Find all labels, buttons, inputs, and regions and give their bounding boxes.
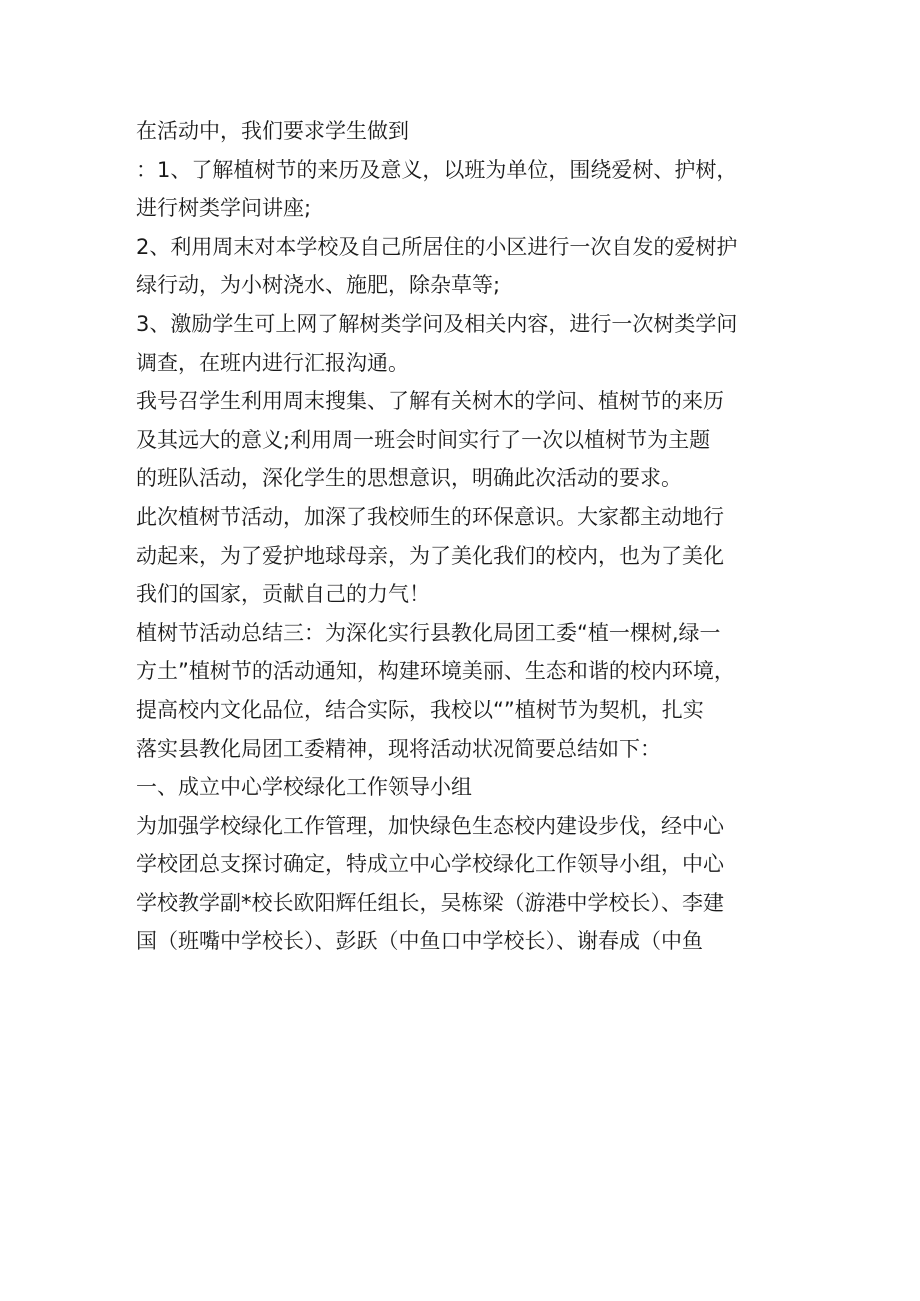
text-line: 我号召学生利用周末搜集、了解有关树木的学问、植树节的来历	[136, 389, 724, 414]
text-line: 我们的国家，贡献自己的力气！	[136, 582, 430, 607]
section-heading: 一、成立中心学校绿化工作领导小组	[136, 775, 472, 800]
text-line: 在活动中，我们要求学生做到	[136, 119, 409, 143]
text-line: 落实县教化局团工委精神，现将活动状况简要总结如下：	[136, 736, 661, 761]
document-body	[136, 112, 796, 961]
text-line: 国（班嘴中学校长）、彭跃（中鱼口中学校长）、谢春成（中鱼	[136, 929, 703, 954]
text-line: 3、激励学生可上网了解树类学问及相关内容，进行一次树类学问	[136, 311, 738, 336]
text-line: ：1、了解植树节的来历及意义，以班为单位，围绕爱树、护树，	[136, 157, 738, 182]
text-line: 学校团总支探讨确定，特成立中心学校绿化工作领导小组，中心	[136, 852, 724, 877]
text-line: 及其远大的意义;利用周一班会时间实行了一次以植树节为主题	[136, 427, 711, 452]
text-line: 提高校内文化品位，结合实际，我校以“”植树节为契机，扎实	[136, 697, 704, 722]
text-line: 为加强学校绿化工作管理，加快绿色生态校内建设步伐，经中心	[136, 813, 724, 838]
text-line: 动起来，为了爱护地球母亲，为了美化我们的校内，也为了美化	[136, 543, 724, 568]
text-line: 进行树类学问讲座;	[136, 196, 312, 221]
text-line: 绿行动，为小树浇水、施肥，除杂草等;	[136, 273, 501, 298]
text-line: 2、利用周末对本学校及自己所居住的小区进行一次自发的爱树护	[136, 234, 738, 259]
text-line: 的班队活动，深化学生的思想意识，明确此次活动的要求。	[136, 466, 682, 491]
text-line: 此次植树节活动，加深了我校师生的环保意识。大家都主动地行	[136, 504, 724, 529]
text-line: 学校教学副*校长欧阳辉任组长，吴栋梁（游港中学校长）、李建	[136, 890, 724, 915]
text-line: 调查，在班内进行汇报沟通。	[136, 350, 409, 375]
text-line: 植树节活动总结三：为深化实行县教化局团工委“植一棵树,绿一	[136, 620, 721, 645]
text-line: 方土”植树节的活动通知，构建环境美丽、生态和谐的校内环境，	[136, 659, 735, 684]
